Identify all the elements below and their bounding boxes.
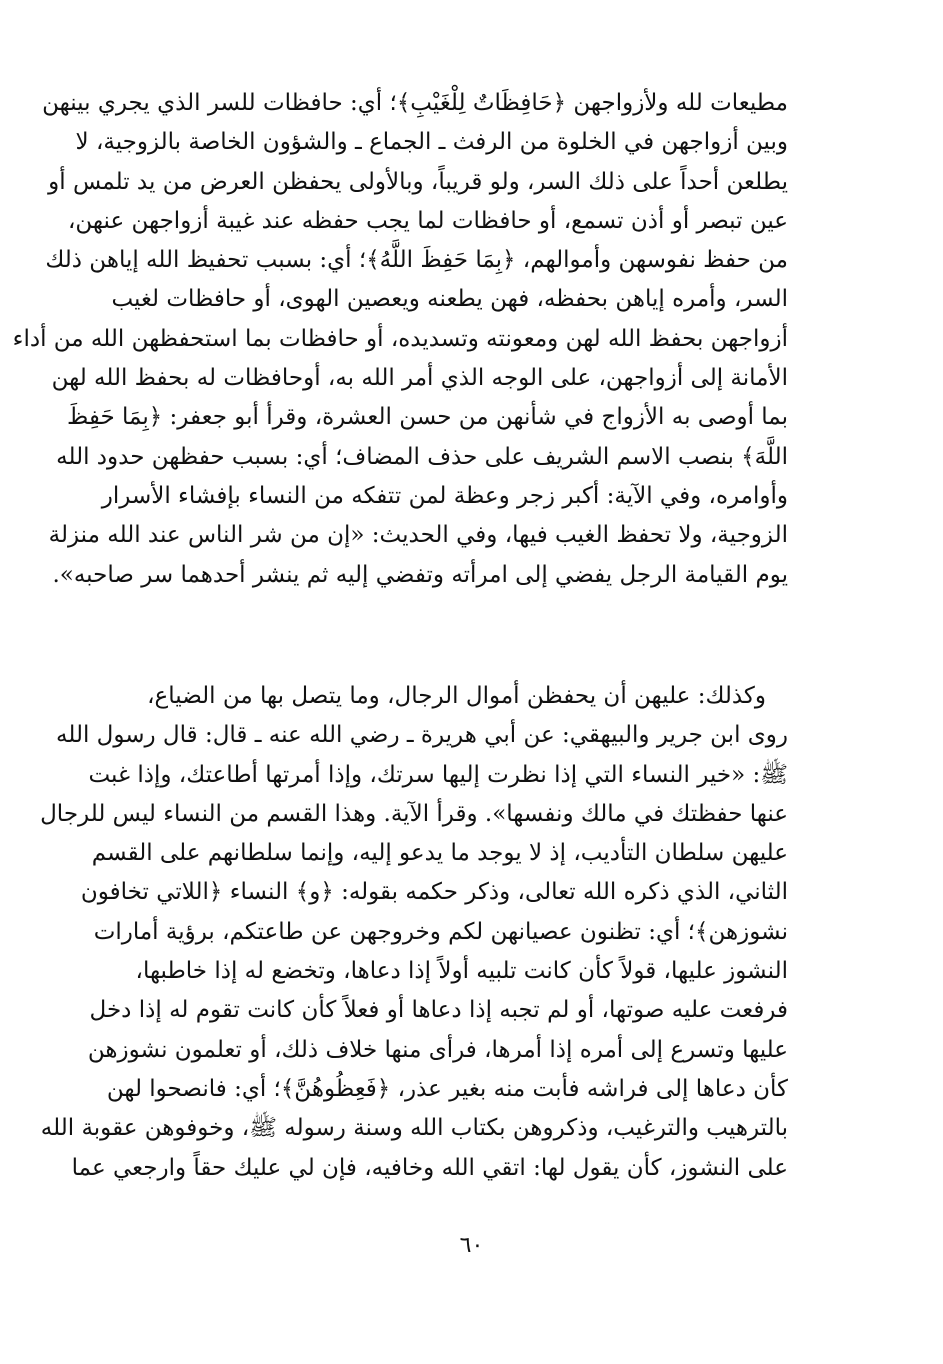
text-line: الزوجية، ولا تحفظ الغيب فيها، وفي الحديث: «إن من شر الناس عند الله منزلة — [48, 522, 788, 549]
text-line: الأمانة إلى أزواجهن، على الوجه الذي أمر الله به، أوحافظات له بحفظ الله لهن — [51, 365, 788, 392]
paragraph-1 — [12, 84, 788, 595]
text-line: النشوز عليها، قولاً كأن كانت تلبيه أولاً إذا دعاها، وتخضع له إذا خاطبها، — [135, 958, 788, 985]
text-line: يوم القيامة الرجل يفضي إلى امرأته وتفضي إليه ثم ينشر أحدهما سر صاحبه». — [52, 561, 788, 588]
text-line: فرفعت عليه صوتها، أو لم تجبه إذا دعاها أو فعلاً كأن كانت تقوم له إذا دخل — [89, 997, 788, 1024]
text-line: عين تبصر أو أذن تسمع، أو حافظات لما يجب حفظه عند غيبة أزواجهن عنهن، — [67, 207, 788, 234]
text-line: عليها وتسرع إلى أمره إذا أمرها، فرأى منها خلاف ذلك، أو تعلمون نشوزهن — [87, 1036, 788, 1063]
text-line: اللَّهَ﴾ بنصب الاسم الشريف على حذف المضاف؛ أي: بسبب حفظهن حدود الله — [56, 443, 788, 470]
text-line: من حفظ نفوسهن وأموالهم، ﴿بِمَا حَفِظَ اللَّهُ﴾؛ أي: بسبب تحفيظ الله إياهن ذلك — [45, 247, 788, 274]
text-line: على النشوز، كأن يقول لها: اتقي الله وخافيه، فإن لي عليك حقاً وارجعي عما — [71, 1154, 788, 1181]
text-line: نشوزهن﴾؛ أي: تظنون عصيانهن لكم وخروجهن عن طاعتكم، برؤية أمارات — [93, 918, 788, 945]
text-line: بالترهيب والترغيب، وذكروهن بكتاب الله وسنة رسوله ﷺ، وخوفوهن عقوبة الله — [40, 1115, 788, 1142]
text-line: يطلعن أحداً على ذلك السر، ولو قريباً، وبالأولى يحفظن العرض من يد تلمس أو — [48, 168, 788, 195]
paragraph-2 — [40, 677, 788, 1188]
text-line: وأوامره، وفي الآية: أكبر زجر وعظة لمن تتفكه من النساء بإفشاء الأسرار — [101, 482, 788, 509]
text-line: عنها حفظتك في مالك ونفسها». وقرأ الآية. وهذا القسم من النساء ليس للرجال — [40, 800, 788, 827]
text-line: السر، وأمره إياهن بحفظه، فهن يطعنه ويعصين الهوى، أو حافظات لغيب — [111, 286, 788, 313]
text-line: وكذلك: عليهن أن يحفظن أموال الرجال، وما يتصل بها من الضياع، — [147, 683, 766, 709]
text-line: مطيعات لله ولأزواجهن ﴿حَافِظَاتٌ لِلْغَيْبِ﴾؛ أي: حافظات للسر الذي يجري بينهن — [42, 90, 788, 116]
text-line: بما أوصى به الأزواج في شأنهن من حسن العشرة، وقرأ أبو جعفر: ﴿بِمَا حَفِظَ — [67, 404, 788, 431]
text-line: عليهن سلطان التأديب، إذ لا يوجد ما يدعو إليه، وإنما سلطانهم على القسم — [91, 840, 788, 867]
page-number: ٦٠ — [459, 1233, 484, 1258]
text-line: الثاني، الذي ذكره الله تعالى، وذكر حكمه بقوله: ﴿و﴾ النساء ﴿اللاتي تخافون — [80, 879, 788, 906]
text-line: ﷺ: «خير النساء التي إذا نظرت إليها سرتك، وإذا أمرتها أطاعتك، وإذا غبت — [88, 761, 788, 788]
text-line: روى ابن جرير والبيهقي: عن أبي هريرة ـ رضي الله عنه ـ قال: قال رسول الله — [56, 722, 788, 749]
text-line: أزواجهن بحفظ الله لهن ومعونته وتسديده، أو حافظات بما استحفظهن الله من أداء — [12, 325, 788, 352]
text-line: وبين أزواجهن في الخلوة من الرفث ـ الجماع ـ والشؤون الخاصة بالزوجية، لا — [75, 129, 788, 156]
text-line: كأن دعاها إلى فراشه فأبت منه بغير عذر، ﴿فَعِظُوهُنَّ﴾؛ أي: فانصحوا لهن — [106, 1075, 788, 1102]
